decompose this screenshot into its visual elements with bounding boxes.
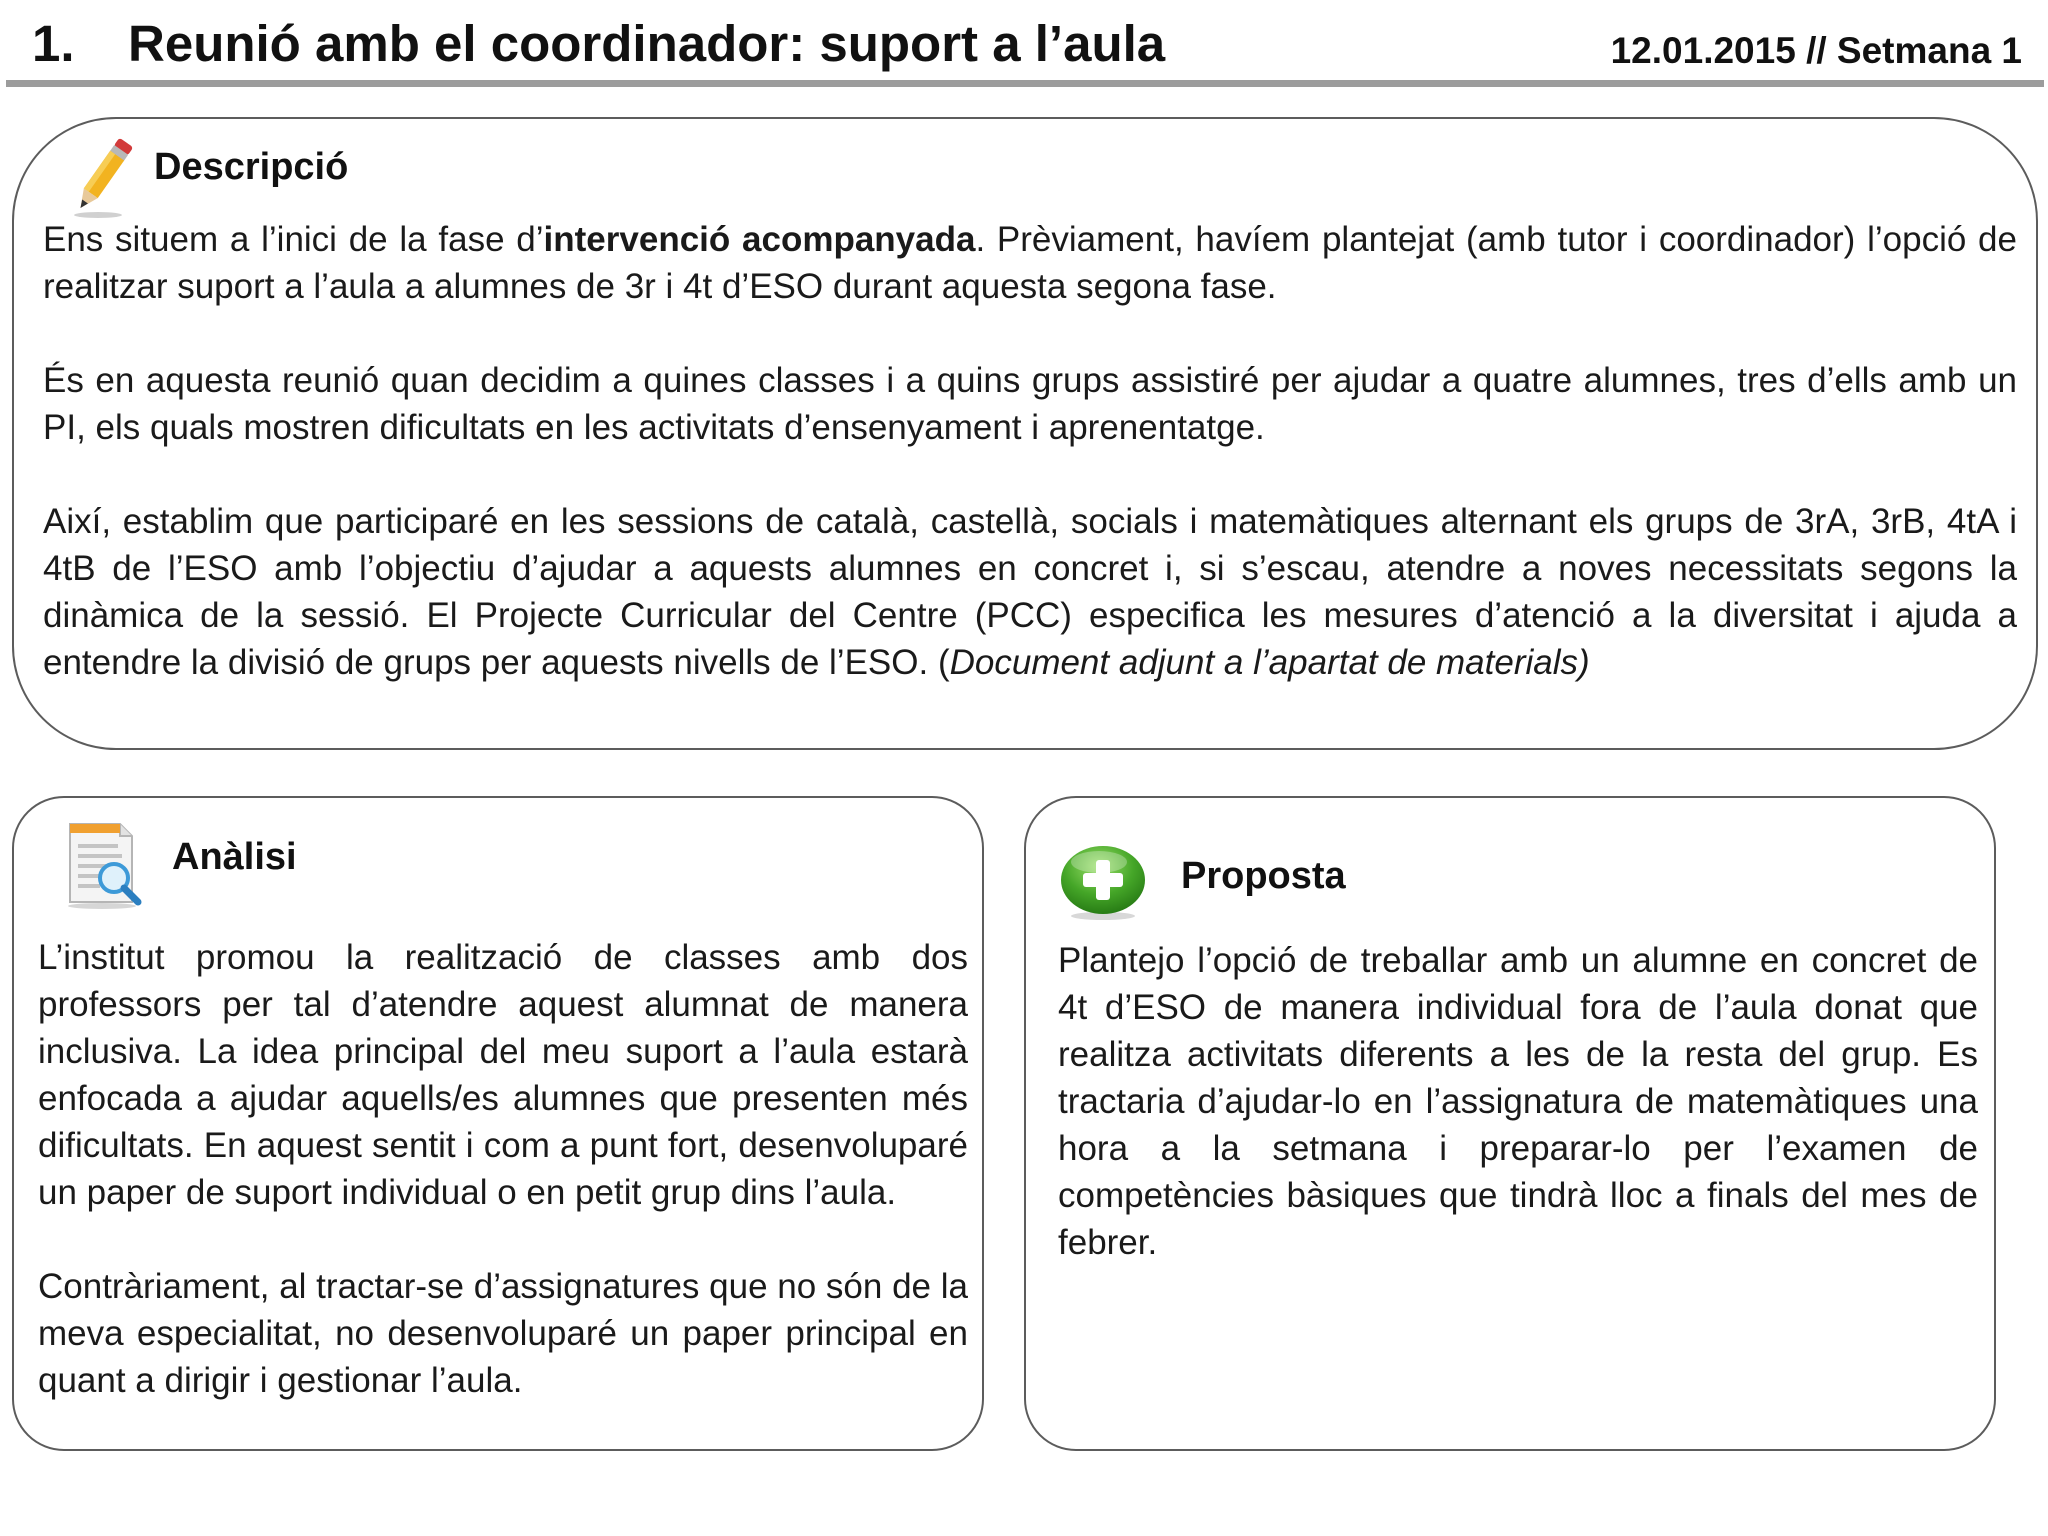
proposal-title: Proposta xyxy=(1181,855,1346,897)
section-number: 1. xyxy=(32,15,75,72)
description-paragraph-1 xyxy=(43,216,2017,310)
proposal-paragraph-1: Plantejo l’opció de treballar amb un alumne en concret de 4t d’ESO de manera individual fora de l’aula donat que realitza activitats diferents a les de la resta del grup. Es tractaria d’ajudar-lo en l’assignatura de matemàtiques una hora a la setmana i preparar-lo per l’examen de competències bàsiques que tindrà lloc a finals del mes de febrer. xyxy=(1058,941,1978,1262)
text-span: . Prèviament, havíem plantejat (amb tutor i coordinador) l’opció de realitzar suport a l’aula a alumnes de 3r i 4t d’ESO durant aquesta segona fase. xyxy=(43,220,2017,306)
proposal-panel xyxy=(1024,796,1996,1451)
text-span: Ens situem a l’inici de la fase d’ xyxy=(43,220,544,259)
proposal-text xyxy=(1058,937,1978,1266)
bold-text: intervenció acompanyada xyxy=(543,220,976,259)
header-divider xyxy=(6,80,2044,87)
description-paragraph-3 xyxy=(43,498,2017,686)
text-span: Així, establim que participaré en les sessions de català, castellà, socials i matemàtiques alternant els grups de 3rA, 3rB, 4tA i 4tB de l’ESO amb l’objectiu d’ajudar a aquests alumnes en concret i, si s’escau, atendre a noves necessitats segons la dinàmica de la sessió. El Projecte Curricular del Centre (PCC) especifica les mesures d’atenció a la diversitat i ajuda a entendre la divisió de grups per aquests nivells de l’ESO. ( xyxy=(43,502,2017,682)
analysis-panel xyxy=(12,796,984,1451)
description-panel xyxy=(12,117,2038,750)
analysis-title: Anàlisi xyxy=(172,836,297,878)
pencil-icon xyxy=(68,129,138,226)
plus-circle-icon xyxy=(1059,842,1147,927)
italic-text: Document adjunt a l’apartat de materials) xyxy=(949,643,1590,682)
date-week-label: 12.01.2015 // Setmana 1 xyxy=(1610,30,2022,71)
page-title: Reunió amb el coordinador: suport a l’aula xyxy=(128,15,1166,72)
analysis-paragraph-2: Contràriament, al tractar-se d’assignatures que no són de la meva especialitat, no desenvoluparé un paper principal en quant a dirigir i gestionar l’aula. xyxy=(38,1267,968,1400)
analysis-text xyxy=(38,934,968,1404)
description-paragraph-2: És en aquesta reunió quan decidim a quines classes i a quins grups assistiré per ajudar a quatre alumnes, tres d’ells amb un PI, els quals mostren dificultats en les activitats d’ensenyament i aprenentatge. xyxy=(43,361,2017,447)
analysis-paragraph-1: L’institut promou la realització de classes amb dos professors per tal d’atendre aquest alumnat de manera inclusiva. La idea principal del meu suport a l’aula estarà enfocada a ajudar aquells/es alumnes que presenten més dificultats. En aquest sentit i com a punt fort, desenvoluparé un paper de suport individual o en petit grup dins l’aula. xyxy=(38,938,968,1212)
document-search-icon xyxy=(62,818,144,915)
description-text xyxy=(43,216,2017,686)
description-title: Descripció xyxy=(154,146,349,188)
